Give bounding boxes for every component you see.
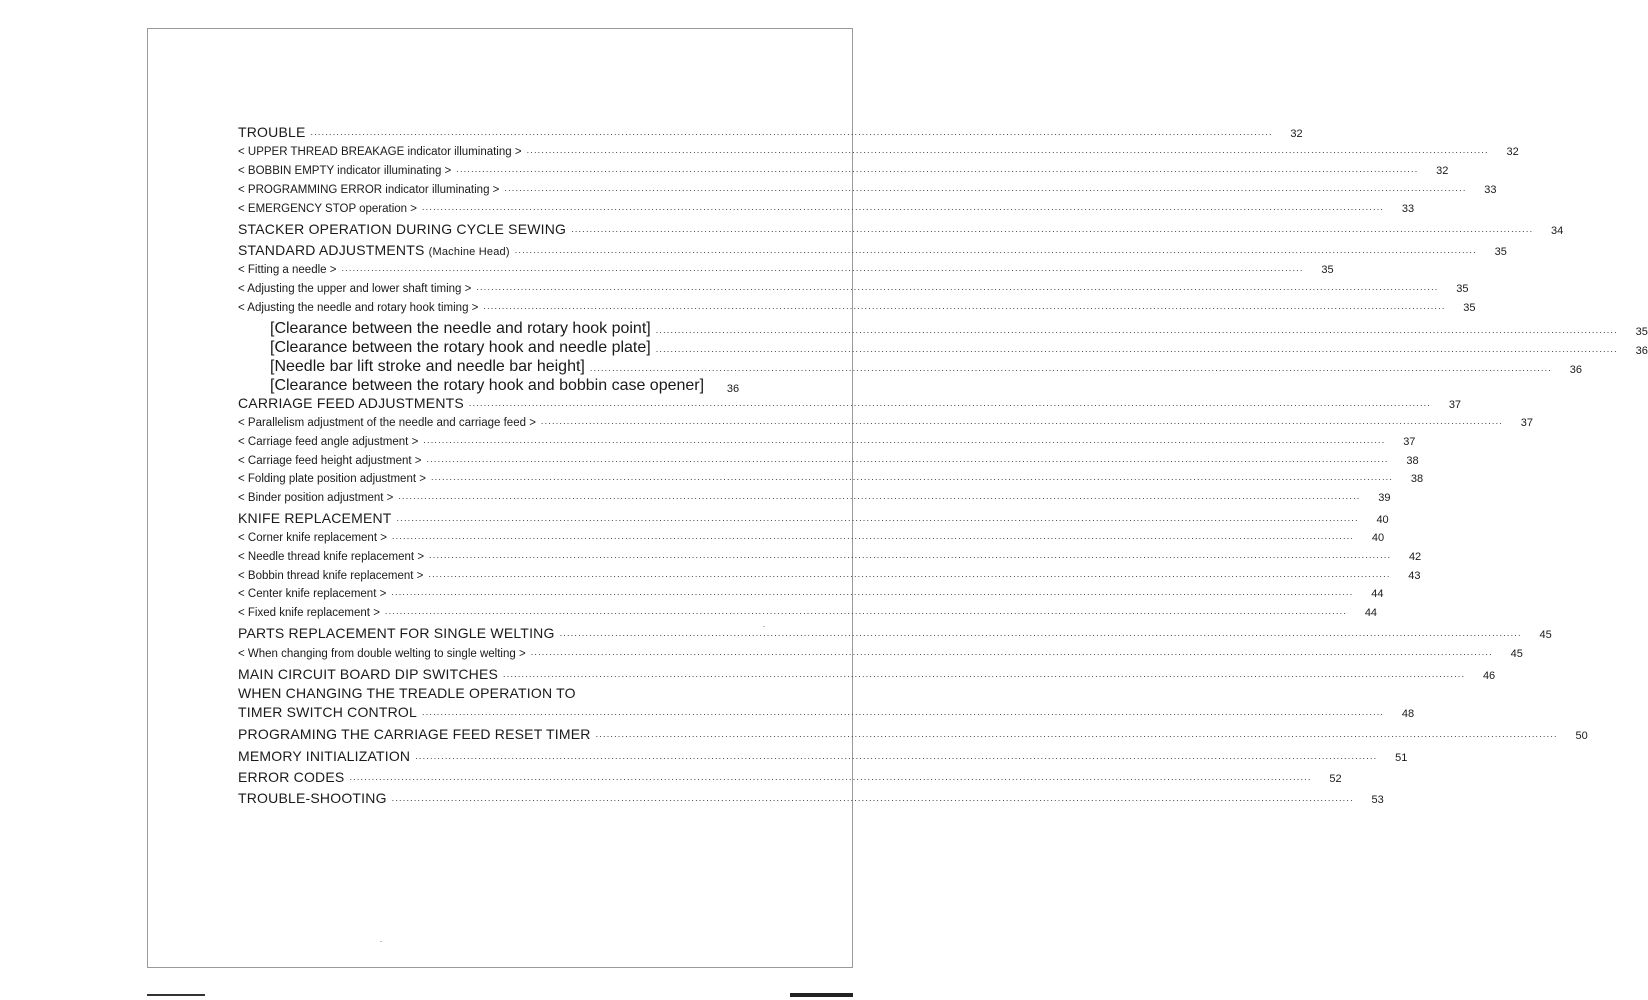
toc-entry-title bbox=[238, 358, 590, 376]
toc-leader-dots: .................................................................................................................................................................................................................................................................... bbox=[398, 491, 1361, 501]
toc-entry-title bbox=[238, 320, 656, 338]
toc-entry-title bbox=[238, 395, 469, 411]
toc-leader-dots: .................................................................................................................................................................................................................................................................... bbox=[571, 224, 1534, 234]
toc-entry[interactable] bbox=[238, 531, 1385, 544]
toc-entry[interactable] bbox=[238, 435, 1416, 448]
toc-entry-title-text: [Clearance between the rotary hook and needle plate] bbox=[270, 339, 651, 356]
toc-entry-title-text: MEMORY INITIALIZATION bbox=[238, 748, 411, 764]
toc-entry-title-text: < BOBBIN EMPTY indicator illuminating > bbox=[238, 165, 452, 177]
toc-entry-title bbox=[238, 417, 541, 429]
toc-page-number: 43 bbox=[1408, 570, 1421, 582]
toc-entry[interactable] bbox=[238, 666, 1496, 682]
toc-leader-dots: .................................................................................................................................................................................................................................................................... bbox=[341, 263, 1304, 273]
toc-page-number: 33 bbox=[1484, 184, 1497, 196]
toc-entry-title bbox=[238, 203, 422, 215]
toc-entry[interactable] bbox=[238, 510, 1389, 526]
toc-entry-title bbox=[238, 510, 397, 526]
toc-page-number: 32 bbox=[1506, 146, 1519, 158]
toc-leader-dots: .................................................................................................................................................................................................................................................................... bbox=[429, 550, 1392, 560]
toc-leader-dots: .................................................................................................................................................................................................................................................................... bbox=[476, 282, 1439, 292]
toc-leader-dots: .................................................................................................................................................................................................................................................................... bbox=[540, 416, 1504, 426]
toc-entry-title-text: TROUBLE bbox=[238, 124, 306, 140]
toc-entry-title-line: WHEN CHANGING THE TREADLE OPERATION TO bbox=[238, 685, 576, 701]
toc-entry-title bbox=[238, 648, 531, 660]
toc-page-number: 40 bbox=[1371, 532, 1385, 544]
scan-speck bbox=[763, 626, 765, 627]
toc-page-number: 37 bbox=[1448, 399, 1462, 411]
toc-entry-title-suffix: (Machine Head) bbox=[428, 246, 510, 258]
toc-entry-title bbox=[238, 625, 560, 641]
toc-entry-title bbox=[238, 124, 311, 140]
toc-entry[interactable] bbox=[238, 320, 1648, 338]
toc-leader-dots: .................................................................................................................................................................................................................................................................... bbox=[391, 531, 1355, 541]
toc-page-number: 37 bbox=[1403, 436, 1416, 448]
toc-entry-title bbox=[238, 264, 341, 276]
toc-leader-dots: .................................................................................................................................................................................................................................................................... bbox=[655, 344, 1618, 354]
toc-entry-title bbox=[238, 221, 571, 237]
toc-page-number: 46 bbox=[1482, 670, 1496, 682]
toc-entry-title bbox=[238, 666, 503, 682]
toc-leader-dots: .................................................................................................................................................................................................................................................................... bbox=[396, 513, 1359, 523]
toc-entry-title-text: [Clearance between the rotary hook and bobbin case opener] bbox=[270, 377, 705, 394]
toc-entry-title-text: PARTS REPLACEMENT FOR SINGLE WELTING bbox=[238, 625, 555, 641]
toc-entry-title bbox=[238, 184, 504, 196]
toc-page-number: 37 bbox=[1520, 417, 1534, 429]
toc-leader-dots: .................................................................................................................................................................................................................................................................... bbox=[456, 164, 1419, 174]
toc-entry[interactable] bbox=[238, 377, 740, 395]
toc-entry-title bbox=[238, 607, 385, 619]
toc-entry[interactable] bbox=[238, 606, 1378, 619]
toc-entry[interactable] bbox=[238, 282, 1469, 295]
toc-leader-dots: .................................................................................................................................................................................................................................................................... bbox=[655, 325, 1618, 335]
toc-entry-title bbox=[238, 436, 423, 448]
toc-entry-title bbox=[238, 492, 398, 504]
toc-entry-title bbox=[238, 726, 596, 742]
toc-page-number: 35 bbox=[1456, 283, 1469, 295]
toc-leader-dots: .................................................................................................................................................................................................................................................................... bbox=[423, 435, 1386, 445]
toc-entry-title bbox=[238, 704, 422, 720]
toc-leader-dots: .................................................................................................................................................................................................................................................................... bbox=[514, 245, 1477, 255]
toc-page-number: 36 bbox=[726, 383, 740, 395]
toc-entry-title bbox=[238, 165, 456, 177]
toc-entry-title-text: STACKER OPERATION DURING CYCLE SEWING bbox=[238, 221, 567, 237]
toc-entry[interactable] bbox=[238, 491, 1391, 504]
toc-leader-dots: .................................................................................................................................................................................................................................................................... bbox=[384, 606, 1348, 616]
toc-page-number: 38 bbox=[1410, 473, 1424, 485]
toc-entry-title-text: [Needle bar lift stroke and needle bar height] bbox=[270, 358, 585, 375]
toc-entry[interactable] bbox=[238, 625, 1552, 641]
toc-entry-title-text: < Carriage feed height adjustment > bbox=[238, 455, 422, 467]
toc-page-number: 39 bbox=[1378, 492, 1391, 504]
toc-leader-dots: .................................................................................................................................................................................................................................................................... bbox=[595, 729, 1558, 739]
toc-leader-dots: .................................................................................................................................................................................................................................................................... bbox=[422, 707, 1385, 717]
toc-entry-title-text: < Center knife replacement > bbox=[238, 588, 387, 600]
toc-leader-dots: .................................................................................................................................................................................................................................................................... bbox=[526, 145, 1489, 155]
toc-entry-title bbox=[238, 551, 429, 563]
toc-entry[interactable] bbox=[238, 472, 1424, 485]
toc-entry-title bbox=[238, 473, 431, 485]
toc-page-number: 35 bbox=[1635, 326, 1648, 338]
toc-entry[interactable] bbox=[238, 221, 1564, 237]
toc-page-number: 48 bbox=[1401, 708, 1415, 720]
toc-entry-title-text: < EMERGENCY STOP operation > bbox=[238, 203, 417, 215]
toc-entry-title-text: < When changing from double welting to single welting > bbox=[238, 648, 526, 660]
toc-entry-title bbox=[238, 570, 428, 582]
bottom-left-rule bbox=[147, 994, 205, 996]
toc-page-number: 32 bbox=[1436, 165, 1449, 177]
toc-leader-dots: .................................................................................................................................................................................................................................................................... bbox=[483, 301, 1446, 311]
toc-entry-title bbox=[238, 532, 392, 544]
toc-page-number: 34 bbox=[1551, 225, 1564, 237]
toc-leader-dots: .................................................................................................................................................................................................................................................................... bbox=[559, 628, 1522, 638]
toc-leader-dots: .................................................................................................................................................................................................................................................................... bbox=[415, 751, 1378, 761]
toc-page-number: 35 bbox=[1463, 302, 1476, 314]
toc-page-number: 45 bbox=[1510, 648, 1523, 660]
toc-entry[interactable] bbox=[238, 416, 1534, 429]
toc-entry-title-text: ERROR CODES bbox=[238, 769, 345, 785]
toc-entry-title-text: TROUBLE-SHOOTING bbox=[238, 790, 387, 806]
toc-entry-title-text: < Bobbin thread knife replacement > bbox=[238, 570, 424, 582]
toc-entry[interactable] bbox=[238, 242, 1507, 258]
toc-entry-title-text: < Binder position adjustment > bbox=[238, 492, 394, 504]
toc-entry[interactable] bbox=[238, 748, 1408, 764]
toc-entry[interactable] bbox=[238, 790, 1384, 806]
toc-page-number: 40 bbox=[1376, 514, 1389, 526]
toc-entry-title-text: MAIN CIRCUIT BOARD DIP SWITCHES bbox=[238, 666, 499, 682]
toc-page-number: 42 bbox=[1408, 551, 1422, 563]
toc-entry-title-text: CARRIAGE FEED ADJUSTMENTS bbox=[238, 395, 464, 411]
toc-leader-dots: .................................................................................................................................................................................................................................................................... bbox=[391, 793, 1354, 803]
toc-entry[interactable] bbox=[238, 550, 1422, 563]
toc-entry-title bbox=[238, 339, 656, 357]
toc-entry[interactable] bbox=[238, 263, 1334, 276]
toc-page-number: 32 bbox=[1290, 128, 1303, 140]
toc-entry[interactable] bbox=[238, 769, 1342, 785]
toc-page-number: 51 bbox=[1395, 752, 1408, 764]
toc-entry-title bbox=[238, 283, 476, 295]
toc-page-number: 50 bbox=[1575, 730, 1588, 742]
toc-entry-title-text: [Clearance between the needle and rotary hook point] bbox=[270, 320, 651, 337]
toc-entry-title bbox=[238, 302, 483, 314]
toc-entry-title-text: < Carriage feed angle adjustment > bbox=[238, 436, 419, 448]
toc-page-number: 52 bbox=[1329, 773, 1342, 785]
toc-leader-dots: .................................................................................................................................................................................................................................................................... bbox=[504, 183, 1467, 193]
toc-page-number: 45 bbox=[1539, 629, 1552, 641]
toc-page-number: 35 bbox=[1321, 264, 1334, 276]
toc-entry[interactable] bbox=[238, 395, 1462, 411]
toc-entry[interactable] bbox=[238, 647, 1523, 660]
toc-entry[interactable] bbox=[238, 164, 1449, 177]
toc-page-number: 44 bbox=[1364, 607, 1378, 619]
toc-page-number: 36 bbox=[1569, 364, 1583, 376]
toc-entry-title-text: < Parallelism adjustment of the needle and carriage feed > bbox=[238, 417, 536, 429]
toc-leader-dots: .................................................................................................................................................................................................................................................................... bbox=[589, 363, 1553, 373]
toc-page-number: 38 bbox=[1406, 455, 1419, 467]
toc-entry[interactable] bbox=[238, 339, 1648, 357]
toc-entry[interactable] bbox=[238, 454, 1419, 467]
toc-entry-title-text: < Fixed knife replacement > bbox=[238, 607, 380, 619]
toc-entry[interactable] bbox=[238, 358, 1583, 376]
toc-entry-title-text: < UPPER THREAD BREAKAGE indicator illuminating > bbox=[238, 146, 522, 158]
toc-entry[interactable] bbox=[238, 569, 1421, 582]
toc-leader-dots: .................................................................................................................................................................................................................................................................... bbox=[421, 202, 1385, 212]
toc-page-number: 36 bbox=[1635, 345, 1648, 357]
bottom-right-rule bbox=[790, 993, 853, 997]
toc-leader-dots: .................................................................................................................................................................................................................................................................... bbox=[426, 454, 1389, 464]
toc-entry-title-text: < Fitting a needle > bbox=[238, 264, 337, 276]
toc-entry-title bbox=[238, 455, 426, 467]
toc-entry-title bbox=[238, 790, 392, 806]
toc-page-number: 53 bbox=[1371, 794, 1384, 806]
toc-entry-title-text: < Folding plate position adjustment > bbox=[238, 473, 426, 485]
toc-entry-title bbox=[238, 377, 709, 395]
toc-leader-dots: .................................................................................................................................................................................................................................................................... bbox=[391, 587, 1354, 597]
toc-leader-dots: .................................................................................................................................................................................................................................................................... bbox=[468, 398, 1432, 408]
toc-entry-title-text: < Adjusting the upper and lower shaft timing > bbox=[238, 283, 472, 295]
toc-entry-title-text: < Corner knife replacement > bbox=[238, 532, 387, 544]
toc-entry-title bbox=[238, 146, 527, 158]
toc-leader-dots: .................................................................................................................................................................................................................................................................... bbox=[530, 647, 1493, 657]
toc-entry-title-text: < PROGRAMMING ERROR indicator illuminating > bbox=[238, 184, 500, 196]
toc-entry-title-text: < Needle thread knife replacement > bbox=[238, 551, 425, 563]
toc-page-number: 35 bbox=[1494, 246, 1507, 258]
toc-entry[interactable] bbox=[238, 587, 1384, 600]
toc-leader-dots: .................................................................................................................................................................................................................................................................... bbox=[503, 669, 1466, 679]
toc-entry-title bbox=[238, 242, 515, 258]
toc-entry[interactable] bbox=[238, 301, 1476, 314]
toc-entry-title-text: < Adjusting the needle and rotary hook timing > bbox=[238, 302, 479, 314]
scan-speck bbox=[380, 941, 382, 942]
toc-entry-title bbox=[238, 748, 415, 764]
toc-entry-title-text: PROGRAMING THE CARRIAGE FEED RESET TIMER bbox=[238, 726, 591, 742]
toc-entry-title-text: KNIFE REPLACEMENT bbox=[238, 510, 392, 526]
toc-entry-title-text: TIMER SWITCH CONTROL bbox=[238, 704, 417, 720]
toc-page-number: 33 bbox=[1401, 203, 1415, 215]
toc-entry[interactable] bbox=[238, 145, 1519, 158]
toc-entry[interactable] bbox=[238, 704, 1415, 720]
toc-entry[interactable] bbox=[238, 726, 1588, 742]
toc-leader-dots: .................................................................................................................................................................................................................................................................... bbox=[310, 127, 1273, 137]
toc-entry-title-text: STANDARD ADJUSTMENTS bbox=[238, 242, 425, 258]
toc-leader-dots: .................................................................................................................................................................................................................................................................... bbox=[430, 472, 1394, 482]
toc-entry[interactable] bbox=[238, 202, 1415, 215]
toc-page-number: 44 bbox=[1371, 588, 1384, 600]
toc-entry-title bbox=[238, 588, 391, 600]
toc-leader-dots: .................................................................................................................................................................................................................................................................... bbox=[349, 772, 1312, 782]
toc-entry[interactable] bbox=[238, 183, 1497, 196]
toc-leader-dots: .................................................................................................................................................................................................................................................................... bbox=[428, 569, 1391, 579]
toc-entry[interactable] bbox=[238, 124, 1303, 140]
toc-entry-title bbox=[238, 769, 349, 785]
